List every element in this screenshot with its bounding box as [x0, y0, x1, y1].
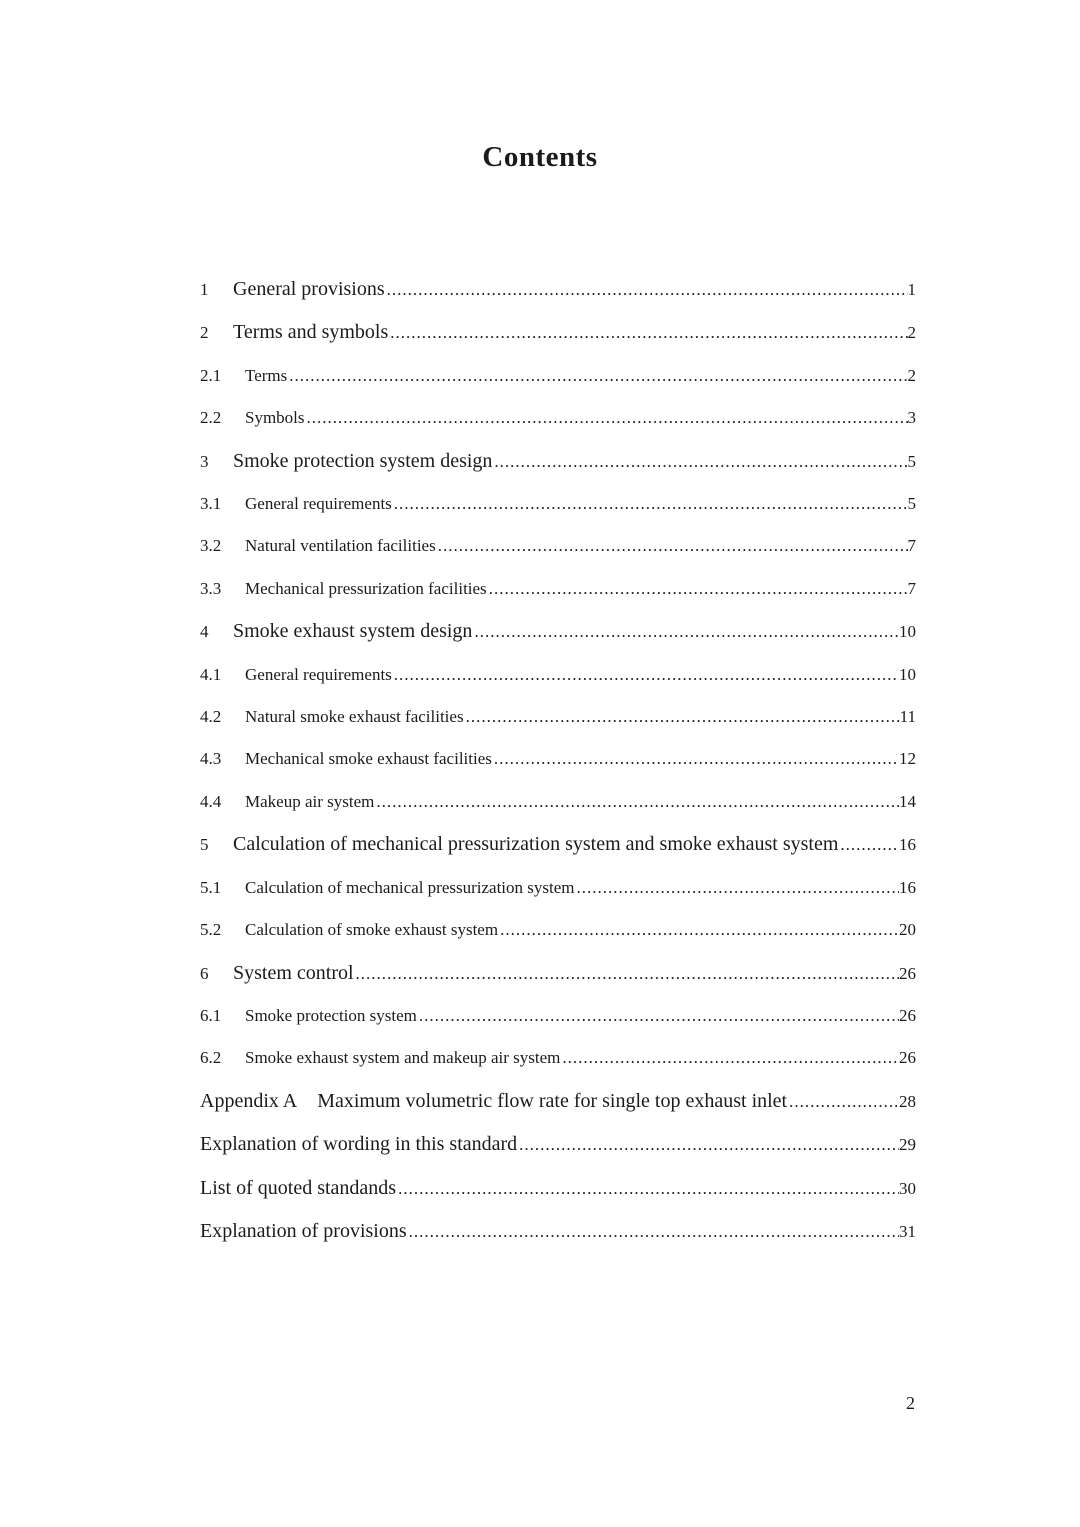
toc-entry-label: Calculation of smoke exhaust system [245, 920, 499, 940]
toc-entry-page: 29 [899, 1135, 916, 1155]
toc-entry [200, 610, 916, 653]
toc-entry [200, 995, 916, 1037]
toc-entry [200, 654, 916, 696]
toc-entry-number: 4.3 [200, 749, 222, 769]
toc-leader-dots [838, 824, 899, 866]
toc-entry-page: 10 [899, 622, 916, 642]
toc-entry [200, 1037, 916, 1079]
toc-entry-page: 2 [907, 365, 916, 385]
page-title: Contents [482, 141, 598, 173]
toc-entry [200, 311, 916, 354]
toc-entry-page: 28 [899, 1091, 916, 1111]
toc-entry-number: 3.1 [200, 494, 222, 514]
toc-entry-page: 26 [899, 1048, 916, 1068]
toc-entry-number: 6.1 [200, 1005, 222, 1025]
toc-entry-label: Maximum volumetric flow rate for single top exhaust inlet [317, 1089, 788, 1112]
toc-entry-number: 5 [200, 835, 209, 855]
toc-entry [200, 781, 916, 823]
toc-entry-page: 10 [899, 664, 916, 684]
toc-leader-dots [498, 909, 899, 951]
toc-entry-label: Natural ventilation facilities [245, 536, 436, 556]
toc-entry-page: 5 [907, 494, 916, 514]
toc-entry-number: 6 [200, 963, 209, 983]
toc-entry-number: 4 [200, 622, 209, 642]
toc-entry [200, 1167, 916, 1210]
toc-entry-label: Smoke protection system [245, 1005, 417, 1025]
toc-entry [200, 397, 916, 439]
toc-entry-label: List of quoted standands [200, 1176, 397, 1199]
toc-entry-label: Terms [245, 365, 288, 385]
toc-entry-page: 5 [907, 451, 916, 471]
toc-entry [200, 1123, 916, 1166]
toc-entry-page: 11 [899, 707, 916, 727]
toc-leader-dots [396, 1168, 899, 1210]
toc-entry-page: 7 [907, 578, 916, 598]
toc-leader-dots [392, 654, 899, 696]
toc-entry-number: 2 [200, 323, 209, 343]
toc-entry-number: 2.2 [200, 408, 222, 428]
toc-entry-label: Smoke protection system design [233, 449, 493, 472]
toc-entry-number: 4.1 [200, 664, 222, 684]
toc-leader-dots [385, 269, 908, 311]
toc-entry-label: Smoke exhaust system design [233, 620, 473, 643]
toc-entry-number: 2.1 [200, 365, 222, 385]
toc-leader-dots [560, 1037, 899, 1079]
toc-leader-dots [472, 611, 899, 653]
toc-entry-number: 4.4 [200, 791, 222, 811]
toc-entry-page: 26 [899, 963, 916, 983]
toc-entry-label: General provisions [233, 278, 385, 300]
toc-leader-dots [417, 995, 899, 1037]
toc-entry [200, 268, 916, 311]
table-of-contents [200, 268, 916, 1253]
toc-entry-number: 5.1 [200, 877, 222, 897]
toc-entry-label: Mechanical pressurization facilities [245, 578, 487, 598]
toc-entry-label: Explanation of wording in this standard [200, 1133, 518, 1156]
toc-entry-page: 2 [907, 323, 916, 343]
toc-entry-page: 3 [907, 408, 916, 428]
toc-entry-label: General requirements [245, 664, 392, 684]
toc-entry-page: 14 [899, 791, 916, 811]
toc-leader-dots [487, 568, 908, 610]
toc-entry-page: 31 [899, 1221, 916, 1241]
toc-entry-page: 30 [899, 1178, 916, 1198]
footer-page-number: 2 [906, 1393, 915, 1413]
toc-entry-label: Smoke exhaust system and makeup air system [245, 1048, 561, 1068]
toc-entry [200, 696, 916, 738]
toc-leader-dots [492, 441, 907, 483]
toc-leader-dots [787, 1081, 899, 1123]
toc-entry-label: Makeup air system [245, 791, 375, 811]
toc-leader-dots [388, 312, 907, 354]
toc-entry [200, 568, 916, 610]
toc-leader-dots [305, 397, 908, 439]
toc-entry [200, 952, 916, 995]
toc-leader-dots [464, 696, 900, 738]
toc-leader-dots [436, 525, 908, 567]
toc-leader-dots [374, 781, 899, 823]
toc-leader-dots [492, 738, 899, 780]
toc-leader-dots [407, 1211, 899, 1253]
toc-entry [200, 1080, 916, 1123]
toc-entry [200, 355, 916, 397]
toc-entry-number: 3.2 [200, 536, 222, 556]
toc-entry-page: 12 [899, 749, 916, 769]
toc-entry-label: Calculation of mechanical pressurization system and smoke exhaust system [233, 833, 839, 856]
toc-entry [200, 867, 916, 909]
toc-entry [200, 823, 916, 866]
toc-entry-page: 26 [899, 1005, 916, 1025]
toc-entry-page: 1 [907, 280, 916, 299]
toc-entry [200, 1210, 916, 1253]
toc-entry-number: 3 [200, 451, 209, 471]
toc-entry-label: Symbols [245, 408, 305, 428]
toc-entry [200, 909, 916, 951]
toc-entry-label: System control [233, 961, 354, 984]
toc-entry-label: Natural smoke exhaust facilities [245, 707, 464, 727]
toc-entry-number: 4.2 [200, 707, 222, 727]
toc-entry-label: Terms and symbols [233, 321, 389, 344]
toc-entry [200, 483, 916, 525]
toc-entry-label: General requirements [245, 494, 392, 514]
toc-leader-dots [392, 483, 908, 525]
toc-entry-number: 5.2 [200, 920, 222, 940]
toc-entry [200, 738, 916, 780]
toc-entry-page: 7 [907, 536, 916, 556]
toc-entry [200, 525, 916, 567]
toc-entry-number: 3.3 [200, 578, 222, 598]
toc-entry [200, 440, 916, 483]
toc-entry-label: Mechanical smoke exhaust facilities [245, 749, 492, 769]
toc-entry-label: Explanation of provisions [200, 1219, 407, 1242]
toc-entry-page: 16 [899, 877, 916, 897]
toc-leader-dots [354, 953, 899, 995]
toc-leader-dots [575, 867, 899, 909]
toc-entry-number: Appendix A [200, 1089, 298, 1112]
toc-entry-label: Calculation of mechanical pressurization system [245, 877, 575, 897]
toc-entry-number: 6.2 [200, 1048, 222, 1068]
toc-entry-page: 16 [899, 835, 916, 855]
toc-entry-number: 1 [200, 280, 209, 299]
toc-leader-dots [517, 1124, 899, 1166]
toc-entry-page: 20 [899, 920, 916, 940]
toc-leader-dots [287, 355, 907, 397]
